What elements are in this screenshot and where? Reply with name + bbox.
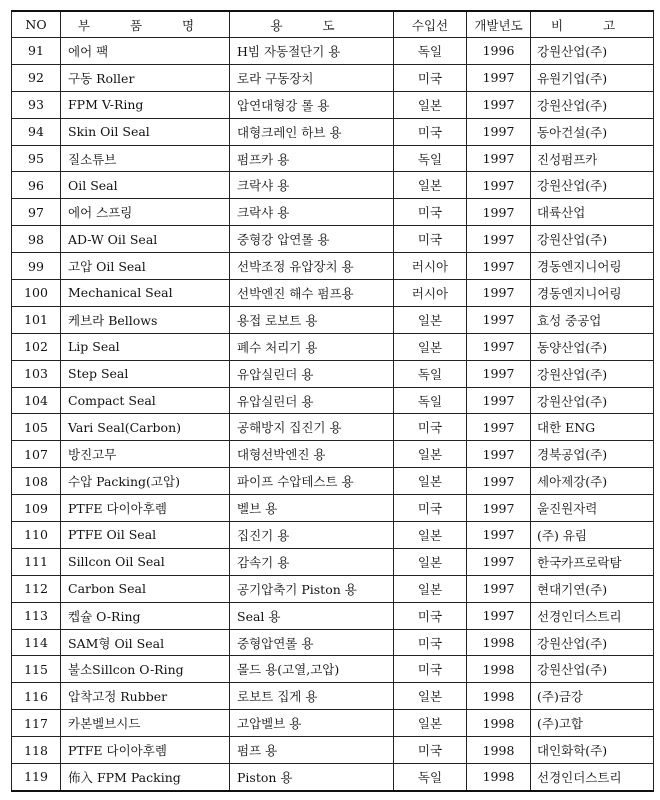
company-note: 선경인더스트리 [531,764,654,791]
part-name: 佈入 FPM Packing [61,764,230,791]
part-name: Oil Seal [61,172,230,199]
row-number: 118 [12,737,61,764]
table-row [12,91,654,118]
part-name: 구동 Roller [61,64,230,91]
part-use: 압연대형강 롤 용 [230,91,394,118]
table-row [12,387,654,414]
row-number: 98 [12,226,61,253]
part-use: 감속기 용 [230,548,394,575]
part-use: 펌프 용 [230,737,394,764]
part-name: PTFE Oil Seal [61,522,230,549]
table-row [12,306,654,333]
row-number: 105 [12,414,61,441]
part-name: 방진고무 [61,441,230,468]
row-number: 92 [12,64,61,91]
row-number: 102 [12,333,61,360]
table-row [12,145,654,172]
row-number: 110 [12,522,61,549]
import-country: 미국 [394,199,467,226]
import-country: 미국 [394,495,467,522]
part-use: 선박조정 유압장치 용 [230,253,394,280]
company-note: 효성 중공업 [531,306,654,333]
table-row [12,414,654,441]
dev-year: 1997 [467,575,531,602]
dev-year: 1997 [467,387,531,414]
parts-table [11,10,654,792]
dev-year: 1997 [467,91,531,118]
dev-year: 1998 [467,764,531,791]
dev-year: 1997 [467,118,531,145]
row-number: 112 [12,575,61,602]
table-row [12,38,654,65]
row-number: 109 [12,495,61,522]
import-country: 미국 [394,629,467,656]
dev-year: 1997 [467,441,531,468]
company-note: 경북공업(주) [531,441,654,468]
part-use: 용접 로보트 용 [230,306,394,333]
dev-year: 1997 [467,253,531,280]
import-country: 일본 [394,91,467,118]
part-use: 공해방지 집진기 용 [230,414,394,441]
dev-year: 1997 [467,602,531,629]
row-number: 117 [12,710,61,737]
header-import-country: 수입선 [394,11,467,38]
dev-year: 1997 [467,145,531,172]
row-number: 111 [12,548,61,575]
table-row [12,468,654,495]
import-country: 미국 [394,226,467,253]
company-note: 한국카프로락탐 [531,548,654,575]
parts-table-sheet [11,10,653,792]
part-name: Skin Oil Seal [61,118,230,145]
part-use: H빔 자동절단기 용 [230,38,394,65]
row-number: 103 [12,360,61,387]
row-number: 114 [12,629,61,656]
table-row [12,441,654,468]
table-row [12,64,654,91]
dev-year: 1997 [467,280,531,307]
company-note: (주)고합 [531,710,654,737]
import-country: 미국 [394,737,467,764]
part-use: 집진기 용 [230,522,394,549]
dev-year: 1997 [467,333,531,360]
import-country: 러시아 [394,280,467,307]
part-use: 로라 구동장치 [230,64,394,91]
part-name: FPM V-Ring [61,91,230,118]
part-name: Vari Seal(Carbon) [61,414,230,441]
row-number: 93 [12,91,61,118]
table-row [12,764,654,791]
company-note: 유원기업(주) [531,64,654,91]
table-row [12,360,654,387]
import-country: 미국 [394,64,467,91]
table-row [12,737,654,764]
part-name: Mechanical Seal [61,280,230,307]
dev-year: 1997 [467,548,531,575]
part-use: Piston 용 [230,764,394,791]
dev-year: 1997 [467,414,531,441]
part-use: 펌프카 용 [230,145,394,172]
import-country: 일본 [394,306,467,333]
dev-year: 1997 [467,495,531,522]
part-name: 에어 스프링 [61,199,230,226]
company-note: 강원산업(주) [531,172,654,199]
part-name: Sillcon Oil Seal [61,548,230,575]
company-note: 세아제강(주) [531,468,654,495]
part-name: PTFE 다이아후렘 [61,495,230,522]
company-note: 대인화학(주) [531,737,654,764]
company-note: 강원산업(주) [531,387,654,414]
import-country: 일본 [394,172,467,199]
import-country: 일본 [394,575,467,602]
company-note: 현대기연(주) [531,575,654,602]
part-name: 질소튜브 [61,145,230,172]
row-number: 107 [12,441,61,468]
dev-year: 1997 [467,226,531,253]
part-name: Carbon Seal [61,575,230,602]
import-country: 독일 [394,387,467,414]
import-country: 독일 [394,360,467,387]
row-number: 104 [12,387,61,414]
row-number: 94 [12,118,61,145]
import-country: 일본 [394,333,467,360]
header-note: 비 고 [531,11,654,38]
part-use: 중형압연롤 용 [230,629,394,656]
header-part-name: 부 품 명 [61,11,230,38]
import-country: 미국 [394,656,467,683]
company-note: 대륙산업 [531,199,654,226]
company-note: 선경인더스트리 [531,602,654,629]
table-row [12,522,654,549]
company-note: 강원산업(주) [531,656,654,683]
row-number: 119 [12,764,61,791]
company-note: 대한 ENG [531,414,654,441]
company-note: 동양산업(주) [531,333,654,360]
import-country: 미국 [394,414,467,441]
part-name: 켑슐 O-Ring [61,602,230,629]
dev-year: 1998 [467,737,531,764]
import-country: 일본 [394,710,467,737]
part-use: 폐수 처리기 용 [230,333,394,360]
import-country: 일본 [394,548,467,575]
part-name: 카본벨브시드 [61,710,230,737]
row-number: 113 [12,602,61,629]
part-name: 불소Sillcon O-Ring [61,656,230,683]
dev-year: 1998 [467,629,531,656]
company-note: 강원산업(주) [531,629,654,656]
part-name: 에어 팩 [61,38,230,65]
row-number: 100 [12,280,61,307]
import-country: 일본 [394,683,467,710]
row-number: 97 [12,199,61,226]
table-row [12,118,654,145]
table-row [12,629,654,656]
row-number: 101 [12,306,61,333]
company-note: 강원산업(주) [531,360,654,387]
import-country: 독일 [394,764,467,791]
table-row [12,280,654,307]
part-use: 로보트 집게 용 [230,683,394,710]
part-name: 수압 Packing(고압) [61,468,230,495]
part-name: Lip Seal [61,333,230,360]
dev-year: 1998 [467,683,531,710]
company-note: 경동엔지니어링 [531,253,654,280]
dev-year: 1997 [467,306,531,333]
part-name: SAM형 Oil Seal [61,629,230,656]
row-number: 91 [12,38,61,65]
company-note: (주)금강 [531,683,654,710]
part-name: Step Seal [61,360,230,387]
part-use: 선박엔진 해수 펌프용 [230,280,394,307]
company-note: 진성펌프카 [531,145,654,172]
part-use: 중형강 압연롤 용 [230,226,394,253]
dev-year: 1997 [467,172,531,199]
row-number: 95 [12,145,61,172]
part-name: 케브라 Bellows [61,306,230,333]
part-use: 크락샤 용 [230,199,394,226]
table-row [12,333,654,360]
company-note: 동아건설(주) [531,118,654,145]
company-note: 강원산업(주) [531,38,654,65]
part-use: 대형크레인 하브 용 [230,118,394,145]
row-number: 99 [12,253,61,280]
header-no: NO [12,11,61,38]
part-use: 고압벨브 용 [230,710,394,737]
dev-year: 1998 [467,656,531,683]
import-country: 일본 [394,468,467,495]
part-name: AD-W Oil Seal [61,226,230,253]
part-use: 크락샤 용 [230,172,394,199]
table-row [12,253,654,280]
part-use: 공기압축기 Piston 용 [230,575,394,602]
part-use: 몰드 용(고열,고압) [230,656,394,683]
company-note: (주) 유림 [531,522,654,549]
table-row [12,575,654,602]
dev-year: 1997 [467,64,531,91]
row-number: 96 [12,172,61,199]
row-number: 108 [12,468,61,495]
table-row [12,548,654,575]
table-header-row [12,11,654,38]
table-row [12,226,654,253]
table-row [12,656,654,683]
company-note: 강원산업(주) [531,91,654,118]
part-name: 고압 Oil Seal [61,253,230,280]
import-country: 독일 [394,38,467,65]
part-name: PTFE 다이아후렘 [61,737,230,764]
table-row [12,172,654,199]
table-row [12,683,654,710]
import-country: 러시아 [394,253,467,280]
part-use: 유압실린더 용 [230,360,394,387]
import-country: 일본 [394,441,467,468]
row-number: 115 [12,656,61,683]
table-row [12,602,654,629]
part-use: 파이프 수압테스트 용 [230,468,394,495]
dev-year: 1998 [467,710,531,737]
import-country: 미국 [394,118,467,145]
table-row [12,199,654,226]
row-number: 116 [12,683,61,710]
dev-year: 1997 [467,522,531,549]
company-note: 경동엔지니어링 [531,280,654,307]
import-country: 일본 [394,522,467,549]
part-name: Compact Seal [61,387,230,414]
import-country: 독일 [394,145,467,172]
dev-year: 1997 [467,360,531,387]
company-note: 울진원자력 [531,495,654,522]
import-country: 미국 [394,602,467,629]
part-use: 벨브 용 [230,495,394,522]
part-use: 대형선박엔진 용 [230,441,394,468]
company-note: 강원산업(주) [531,226,654,253]
part-use: Seal 용 [230,602,394,629]
dev-year: 1997 [467,468,531,495]
part-use: 유압실린더 용 [230,387,394,414]
table-row [12,710,654,737]
dev-year: 1997 [467,199,531,226]
dev-year: 1996 [467,38,531,65]
table-row [12,495,654,522]
header-use: 용 도 [230,11,394,38]
part-name: 압착고정 Rubber [61,683,230,710]
header-dev-year: 개발년도 [467,11,531,38]
